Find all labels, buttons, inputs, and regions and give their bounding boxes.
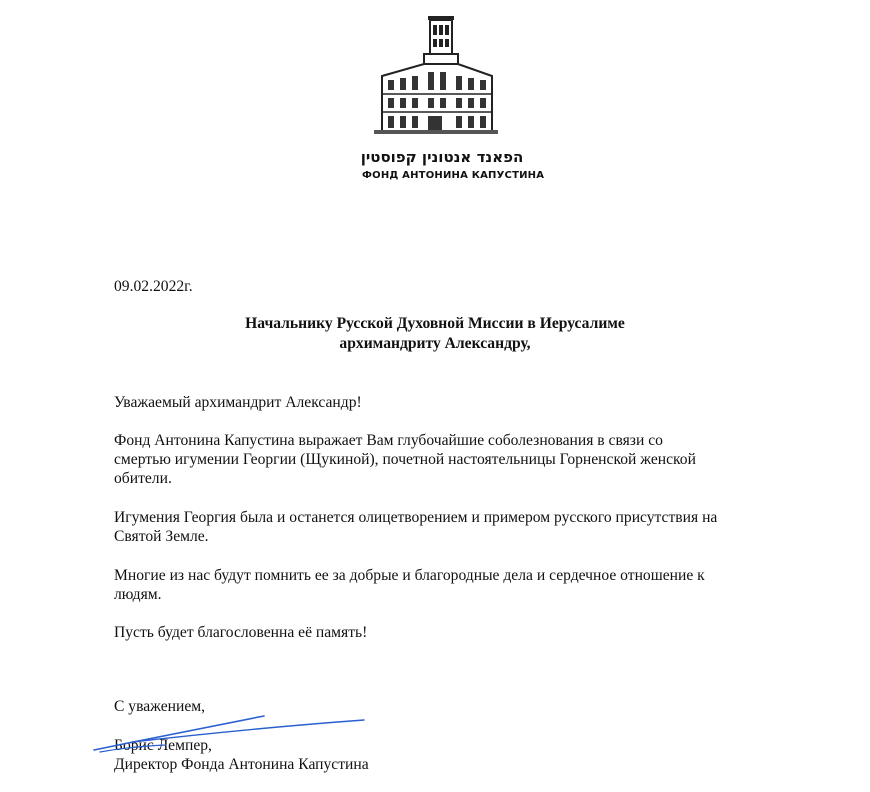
building-logo xyxy=(372,6,500,138)
paragraph-3-line-1: Многие из нас будут помнить ее за добрые и благородные дела и сердечное отношение к xyxy=(114,567,705,584)
signer-title: Директор Фонда Антонина Капустина xyxy=(114,756,369,773)
paragraph-2-line-1: Игумения Георгия была и останется олицетворением и примером русского присутствия на xyxy=(114,509,718,526)
salutation: Уважаемый архимандрит Александр! xyxy=(114,394,362,411)
addressee-line-2: архимандриту Александру, xyxy=(339,335,531,352)
regards-text: С уважением, xyxy=(114,698,206,715)
handwritten-signature xyxy=(92,712,372,757)
addressee-line-1: Начальнику Русской Духовной Миссии в Иерусалиме xyxy=(245,315,625,332)
org-name-hebrew: הפאנד אנטונין קפוסטין xyxy=(360,148,524,166)
paragraph-1-line-2: смертью игумении Георгии (Щукиной), почетной настоятельницы Горненской женской xyxy=(114,451,696,468)
closing-wish: Пусть будет благословенна её память! xyxy=(114,624,368,641)
paragraph-3-line-2: людям. xyxy=(114,586,162,603)
paragraph-1-line-3: обители. xyxy=(114,470,172,487)
org-name-russian: ФОНД АНТОНИНА КАПУСТИНА xyxy=(362,170,545,181)
paragraph-1-line-1: Фонд Антонина Капустина выражает Вам глубочайшие соболезнования в связи со xyxy=(114,432,663,449)
paragraph-2-line-2: Святой Земле. xyxy=(114,528,209,545)
letter-date: 09.02.2022г. xyxy=(114,278,193,295)
signer-name: Борис Лемпер, xyxy=(114,737,212,754)
